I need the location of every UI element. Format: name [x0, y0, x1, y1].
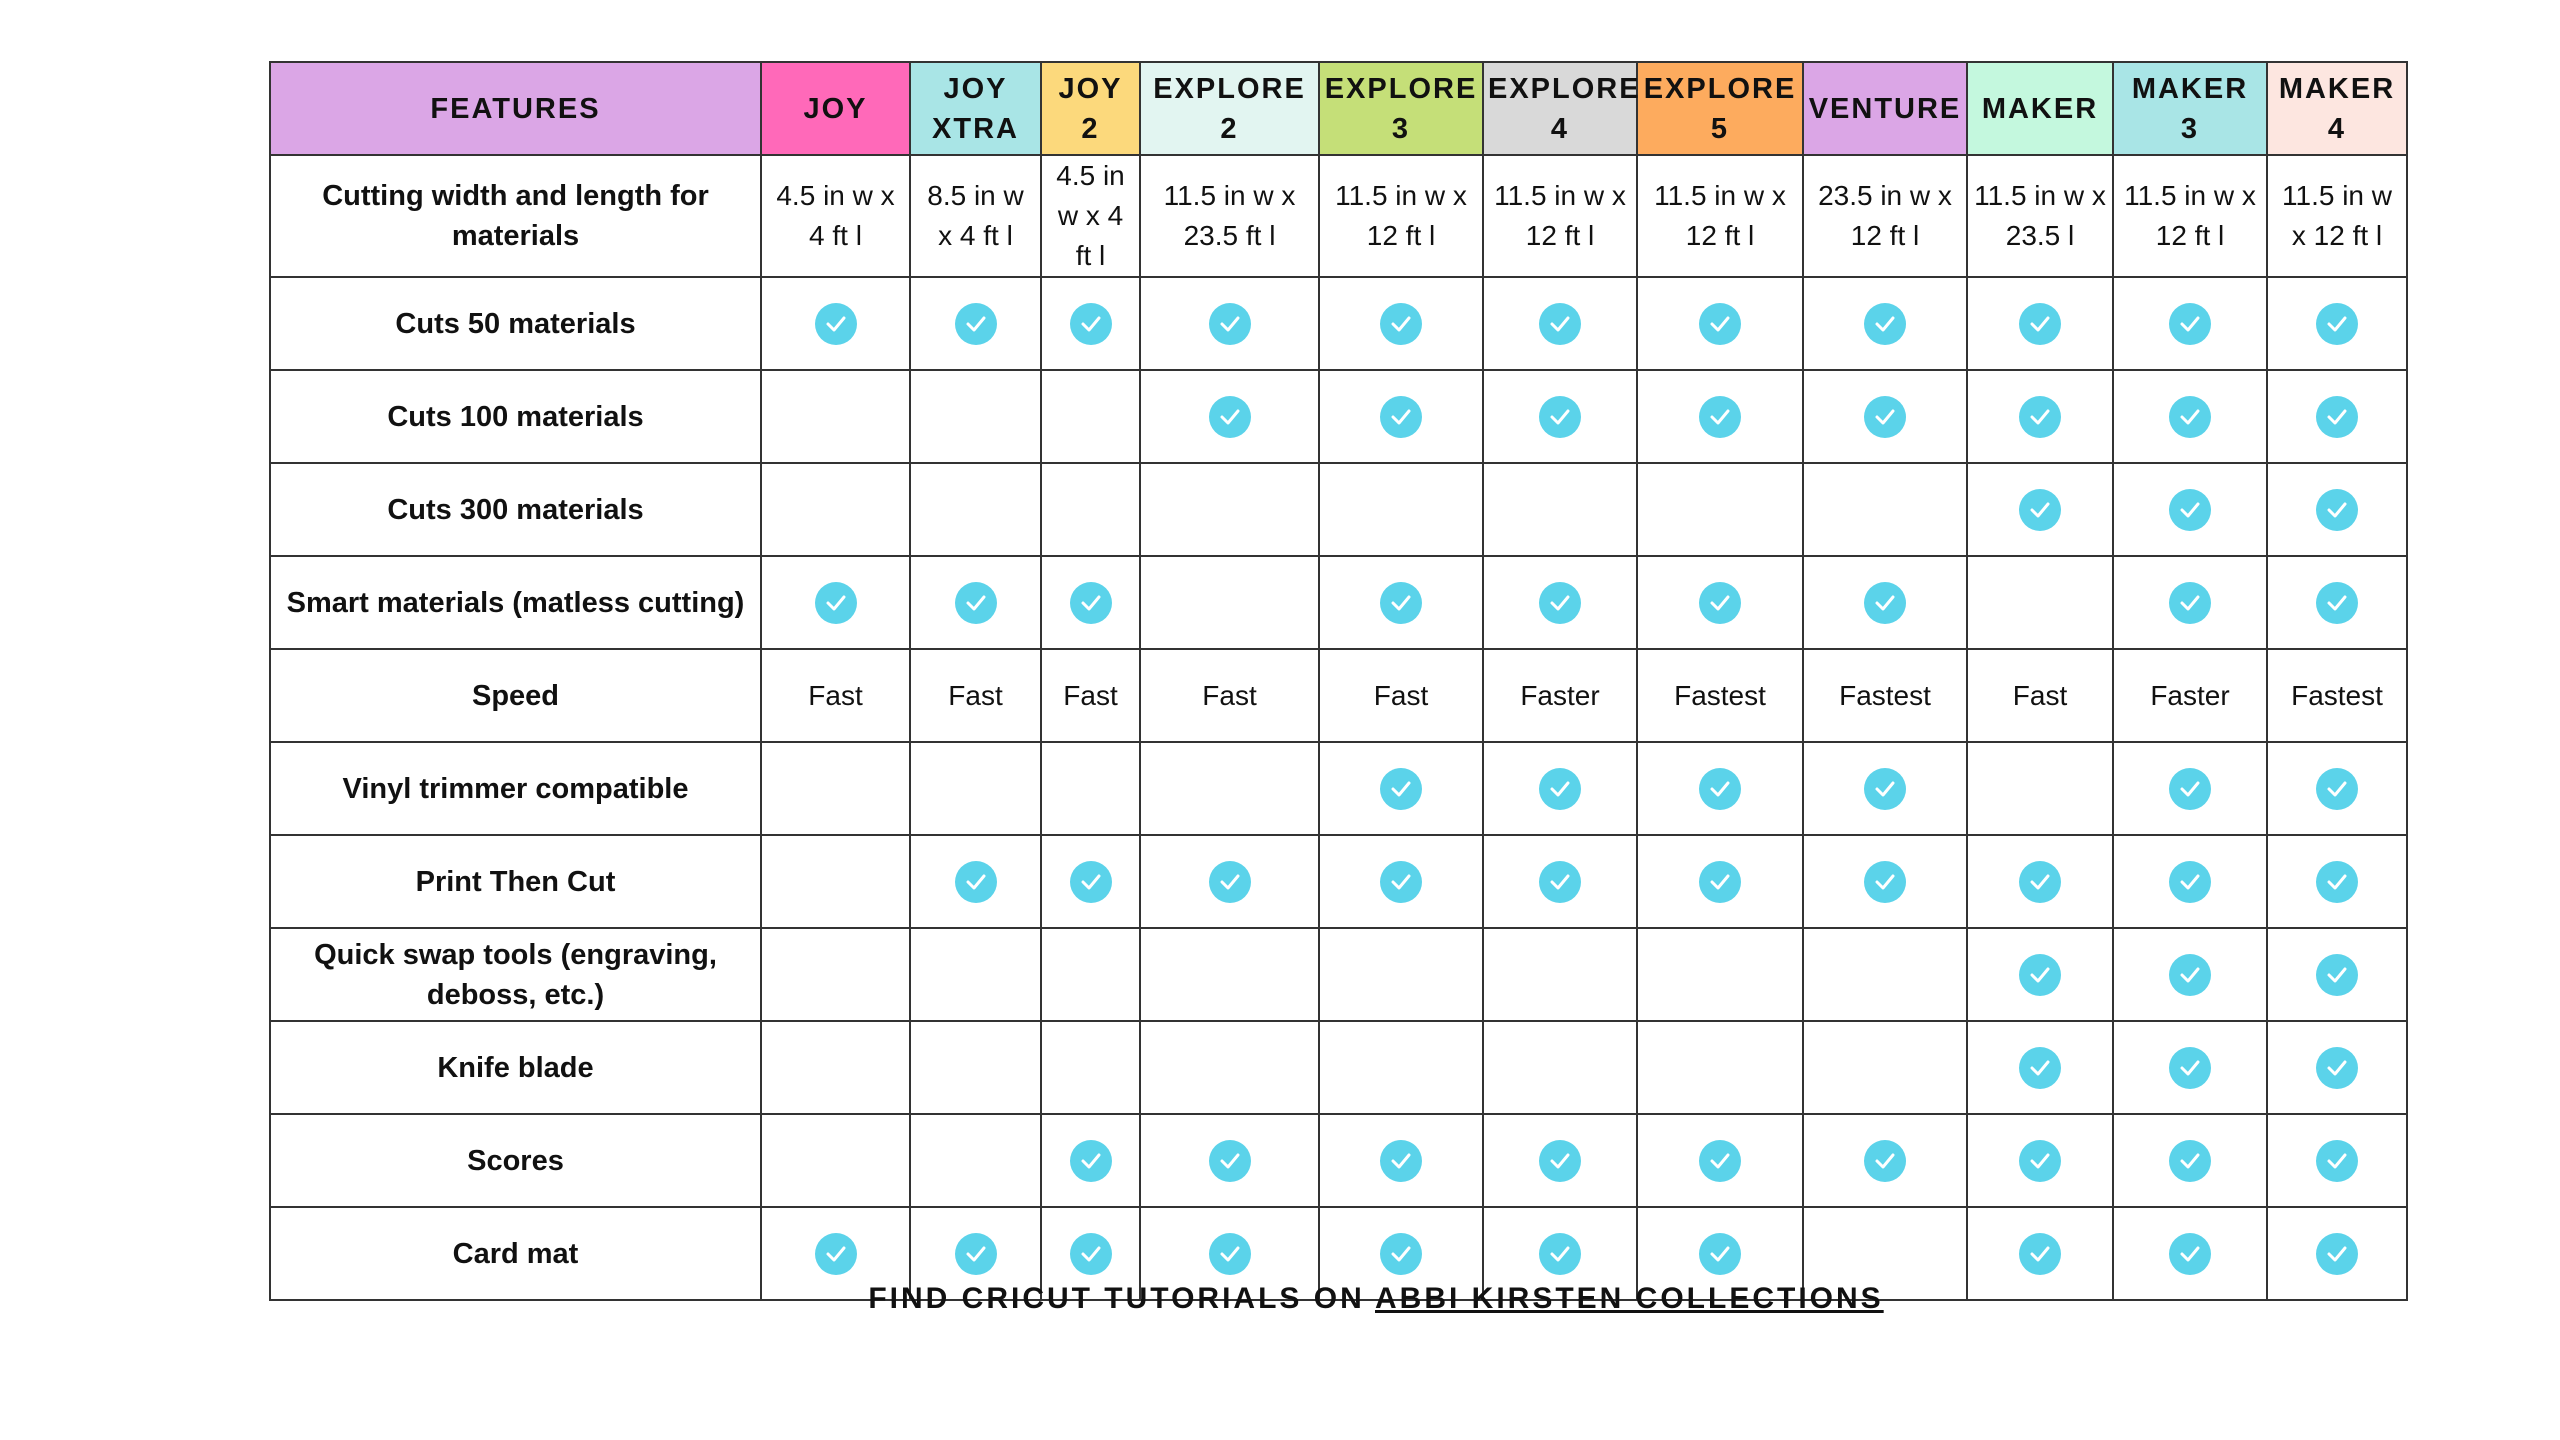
cell-explore-5	[1637, 277, 1803, 370]
cell-venture	[1803, 928, 1967, 1021]
cell-value: 11.5 in w x 23.5 l	[1974, 180, 2106, 251]
cell-value: 4.5 in w x 4 ft l	[1056, 160, 1125, 271]
cell-explore-3	[1319, 742, 1483, 835]
check-icon	[2169, 396, 2211, 438]
cell-maker-3	[2113, 1114, 2267, 1207]
check-icon	[2019, 396, 2061, 438]
check-icon	[2169, 768, 2211, 810]
feature-label: Card mat	[270, 1207, 761, 1300]
feature-label: Cuts 100 materials	[270, 370, 761, 463]
cell-value: 23.5 in w x 12 ft l	[1818, 180, 1952, 251]
cell-explore-4	[1483, 463, 1637, 556]
check-icon	[1699, 1233, 1741, 1275]
check-icon	[1864, 582, 1906, 624]
cell-joy-xtra	[910, 556, 1041, 649]
table-row	[270, 1021, 2407, 1114]
cell-explore-2	[1140, 155, 1319, 277]
cell-explore-3	[1319, 556, 1483, 649]
cell-venture	[1803, 1021, 1967, 1114]
cell-value: Fast	[1202, 679, 1257, 711]
check-icon	[1864, 396, 1906, 438]
cell-explore-2	[1140, 742, 1319, 835]
cell-explore-5	[1637, 928, 1803, 1021]
cell-joy-2	[1041, 277, 1140, 370]
cell-maker-3	[2113, 928, 2267, 1021]
cell-explore-5	[1637, 556, 1803, 649]
check-icon	[815, 1233, 857, 1275]
model-header-joy: JOY	[761, 62, 910, 155]
cell-value: 11.5 in w x 23.5 ft l	[1163, 180, 1296, 251]
check-icon	[1070, 303, 1112, 345]
table-body	[270, 155, 2407, 1300]
check-icon	[1209, 861, 1251, 903]
footer-text: FIND CRICUT TUTORIALS ON	[868, 1282, 1365, 1315]
cell-value: 11.5 in w x 12 ft l	[1654, 180, 1786, 251]
cell-maker-4	[2267, 370, 2407, 463]
cell-explore-2	[1140, 1021, 1319, 1114]
check-icon	[1380, 303, 1422, 345]
check-icon	[1539, 768, 1581, 810]
cell-explore-5	[1637, 649, 1803, 742]
check-icon	[1380, 1233, 1422, 1275]
cell-joy-xtra	[910, 928, 1041, 1021]
check-icon	[2019, 489, 2061, 531]
cell-joy-2	[1041, 649, 1140, 742]
cell-joy-2	[1041, 1114, 1140, 1207]
cell-venture	[1803, 649, 1967, 742]
check-icon	[1699, 861, 1741, 903]
model-header-joy-xtra: JOY XTRA	[910, 62, 1041, 155]
cell-joy-xtra	[910, 835, 1041, 928]
check-icon	[1699, 396, 1741, 438]
check-icon	[2316, 1233, 2358, 1275]
cell-maker	[1967, 155, 2113, 277]
check-icon	[2019, 1047, 2061, 1089]
cell-maker	[1967, 1114, 2113, 1207]
cell-value: Faster	[1520, 679, 1600, 711]
cell-joy	[761, 835, 910, 928]
check-icon	[2316, 768, 2358, 810]
cell-maker	[1967, 277, 2113, 370]
table-row	[270, 556, 2407, 649]
check-icon	[1539, 1233, 1581, 1275]
cell-venture	[1803, 742, 1967, 835]
check-icon	[2019, 1140, 2061, 1182]
cell-joy	[761, 1114, 910, 1207]
model-header-maker: MAKER	[1967, 62, 2113, 155]
cell-explore-2	[1140, 370, 1319, 463]
cell-maker	[1967, 742, 2113, 835]
model-header-maker-4: MAKER 4	[2267, 62, 2407, 155]
cell-value: Fast	[808, 679, 863, 711]
cell-explore-3	[1319, 370, 1483, 463]
cell-maker-3	[2113, 463, 2267, 556]
cell-explore-4	[1483, 1021, 1637, 1114]
check-icon	[1699, 1140, 1741, 1182]
cell-joy-2	[1041, 742, 1140, 835]
model-header-explore-3: EXPLORE 3	[1319, 62, 1483, 155]
cell-explore-2	[1140, 835, 1319, 928]
check-icon	[955, 582, 997, 624]
feature-label: Smart materials (matless cutting)	[270, 556, 761, 649]
cell-venture	[1803, 370, 1967, 463]
feature-label: Print Then Cut	[270, 835, 761, 928]
check-icon	[1209, 396, 1251, 438]
table-row	[270, 370, 2407, 463]
table-row	[270, 463, 2407, 556]
cell-joy	[761, 742, 910, 835]
model-header-maker-3: MAKER 3	[2113, 62, 2267, 155]
cell-maker-4	[2267, 649, 2407, 742]
cell-maker-3	[2113, 556, 2267, 649]
check-icon	[1070, 861, 1112, 903]
model-header-venture: VENTURE	[1803, 62, 1967, 155]
check-icon	[2169, 1233, 2211, 1275]
check-icon	[2169, 1047, 2211, 1089]
cell-explore-2	[1140, 556, 1319, 649]
check-icon	[1864, 768, 1906, 810]
cell-joy	[761, 649, 910, 742]
check-icon	[1699, 768, 1741, 810]
cell-explore-4	[1483, 1114, 1637, 1207]
cell-explore-5	[1637, 1021, 1803, 1114]
check-icon	[955, 861, 997, 903]
cell-explore-3	[1319, 928, 1483, 1021]
model-header-joy-2: JOY 2	[1041, 62, 1140, 155]
cell-venture	[1803, 463, 1967, 556]
cell-joy	[761, 370, 910, 463]
model-header-explore-2: EXPLORE 2	[1140, 62, 1319, 155]
feature-label: Cuts 50 materials	[270, 277, 761, 370]
cell-maker-4	[2267, 155, 2407, 277]
check-icon	[2316, 1140, 2358, 1182]
cell-joy-2	[1041, 835, 1140, 928]
table-row	[270, 742, 2407, 835]
cell-joy	[761, 556, 910, 649]
cell-explore-3	[1319, 1114, 1483, 1207]
cell-joy-2	[1041, 463, 1140, 556]
cell-explore-5	[1637, 835, 1803, 928]
cell-maker-4	[2267, 277, 2407, 370]
cell-joy	[761, 277, 910, 370]
cell-explore-3	[1319, 649, 1483, 742]
check-icon	[1070, 1140, 1112, 1182]
cell-maker-4	[2267, 1021, 2407, 1114]
check-icon	[1864, 1140, 1906, 1182]
cell-value: 11.5 in w x 12 ft l	[1494, 180, 1626, 251]
check-icon	[2169, 954, 2211, 996]
cell-joy-xtra	[910, 155, 1041, 277]
cell-maker-3	[2113, 277, 2267, 370]
cell-maker-3	[2113, 155, 2267, 277]
cell-maker	[1967, 1021, 2113, 1114]
cell-explore-4	[1483, 928, 1637, 1021]
check-icon	[2169, 582, 2211, 624]
cell-joy-xtra	[910, 370, 1041, 463]
cell-value: Fast	[2012, 679, 2068, 711]
cell-maker-4	[2267, 556, 2407, 649]
check-icon	[1699, 303, 1741, 345]
cell-value: 11.5 in w x 12 ft l	[2282, 180, 2392, 251]
footer-link[interactable]: ABBI KIRSTEN COLLECTIONS	[1375, 1282, 1884, 1315]
cell-joy-xtra	[910, 649, 1041, 742]
check-icon	[1380, 582, 1422, 624]
cell-venture	[1803, 155, 1967, 277]
check-icon	[1864, 861, 1906, 903]
check-icon	[2316, 396, 2358, 438]
cell-explore-2	[1140, 463, 1319, 556]
check-icon	[1209, 303, 1251, 345]
cell-maker-4	[2267, 928, 2407, 1021]
cell-value: 11.5 in w x 12 ft l	[1335, 180, 1467, 251]
check-icon	[2019, 954, 2061, 996]
check-icon	[1539, 303, 1581, 345]
cell-explore-2	[1140, 1114, 1319, 1207]
cell-explore-2	[1140, 928, 1319, 1021]
cell-joy-2	[1041, 928, 1140, 1021]
cell-joy-xtra	[910, 277, 1041, 370]
cell-explore-4	[1483, 742, 1637, 835]
feature-label: Vinyl trimmer compatible	[270, 742, 761, 835]
cell-joy-2	[1041, 370, 1140, 463]
cell-explore-3	[1319, 277, 1483, 370]
cell-explore-5	[1637, 742, 1803, 835]
cell-value: Fast	[1373, 679, 1429, 711]
cell-joy	[761, 928, 910, 1021]
cell-value: Fastest	[2291, 679, 2383, 711]
cell-explore-3	[1319, 155, 1483, 277]
check-icon	[1070, 1233, 1112, 1275]
cell-joy-xtra	[910, 742, 1041, 835]
table-row	[270, 155, 2407, 277]
cell-joy-xtra	[910, 1114, 1041, 1207]
check-icon	[2019, 1233, 2061, 1275]
cell-explore-3	[1319, 463, 1483, 556]
check-icon	[1539, 861, 1581, 903]
cell-venture	[1803, 835, 1967, 928]
check-icon	[1380, 396, 1422, 438]
comparison-table	[269, 61, 2408, 1301]
check-icon	[2316, 1047, 2358, 1089]
cell-value: 4.5 in w x 4 ft l	[776, 180, 895, 251]
cell-maker	[1967, 649, 2113, 742]
check-icon	[1539, 396, 1581, 438]
cell-maker-4	[2267, 742, 2407, 835]
cell-explore-4	[1483, 370, 1637, 463]
check-icon	[1070, 582, 1112, 624]
cell-value: Fast	[1063, 679, 1118, 711]
cell-maker-4	[2267, 835, 2407, 928]
check-icon	[2316, 582, 2358, 624]
cell-venture	[1803, 277, 1967, 370]
cell-maker	[1967, 556, 2113, 649]
footer	[0, 1282, 2560, 1316]
check-icon	[1864, 303, 1906, 345]
check-icon	[2316, 489, 2358, 531]
check-icon	[1209, 1233, 1251, 1275]
cell-value: 11.5 in w x 12 ft l	[2124, 180, 2256, 251]
cell-explore-4	[1483, 649, 1637, 742]
cell-explore-4	[1483, 835, 1637, 928]
check-icon	[1380, 861, 1422, 903]
feature-label: Scores	[270, 1114, 761, 1207]
table-row	[270, 835, 2407, 928]
check-icon	[1699, 582, 1741, 624]
feature-label: Cutting width and length for materials	[270, 155, 761, 277]
check-icon	[1209, 1140, 1251, 1182]
cell-maker	[1967, 835, 2113, 928]
header-row	[270, 62, 2407, 155]
check-icon	[2169, 303, 2211, 345]
cell-maker-3	[2113, 835, 2267, 928]
cell-maker	[1967, 928, 2113, 1021]
cell-maker	[1967, 463, 2113, 556]
check-icon	[2316, 861, 2358, 903]
cell-joy	[761, 1021, 910, 1114]
table-row	[270, 649, 2407, 742]
cell-explore-2	[1140, 277, 1319, 370]
cell-value: Fastest	[1839, 679, 1931, 711]
model-header-explore-4: EXPLORE 4	[1483, 62, 1637, 155]
cell-maker-3	[2113, 370, 2267, 463]
feature-label: Cuts 300 materials	[270, 463, 761, 556]
cell-maker-4	[2267, 463, 2407, 556]
feature-label: Knife blade	[270, 1021, 761, 1114]
cell-explore-3	[1319, 835, 1483, 928]
check-icon	[2316, 303, 2358, 345]
cell-maker-4	[2267, 1114, 2407, 1207]
cell-value: Fastest	[1674, 679, 1766, 711]
model-header-explore-5: EXPLORE 5	[1637, 62, 1803, 155]
cell-joy-xtra	[910, 1021, 1041, 1114]
cell-explore-5	[1637, 155, 1803, 277]
table-row	[270, 1114, 2407, 1207]
cell-joy	[761, 463, 910, 556]
cell-maker-3	[2113, 649, 2267, 742]
feature-label: Quick swap tools (engraving, deboss, etc.)	[270, 928, 761, 1021]
cell-explore-3	[1319, 1021, 1483, 1114]
check-icon	[815, 582, 857, 624]
cell-joy-2	[1041, 556, 1140, 649]
check-icon	[2169, 489, 2211, 531]
table-row	[270, 277, 2407, 370]
cell-joy-xtra	[910, 463, 1041, 556]
cell-explore-4	[1483, 155, 1637, 277]
check-icon	[955, 1233, 997, 1275]
cell-joy-2	[1041, 1021, 1140, 1114]
cell-maker-3	[2113, 742, 2267, 835]
check-icon	[1380, 768, 1422, 810]
cell-value: Faster	[2150, 679, 2230, 711]
check-icon	[2019, 861, 2061, 903]
cell-explore-4	[1483, 556, 1637, 649]
cell-venture	[1803, 556, 1967, 649]
cell-value: Fast	[948, 679, 1003, 711]
cell-venture	[1803, 1114, 1967, 1207]
features-header: FEATURES	[270, 62, 761, 155]
cell-maker	[1967, 370, 2113, 463]
cell-explore-5	[1637, 370, 1803, 463]
cell-explore-2	[1140, 649, 1319, 742]
cell-joy-2	[1041, 155, 1140, 277]
check-icon	[1539, 1140, 1581, 1182]
check-icon	[2169, 1140, 2211, 1182]
check-icon	[2169, 861, 2211, 903]
feature-label: Speed	[270, 649, 761, 742]
check-icon	[1380, 1140, 1422, 1182]
check-icon	[815, 303, 857, 345]
table-row	[270, 928, 2407, 1021]
check-icon	[1539, 582, 1581, 624]
cell-joy	[761, 155, 910, 277]
check-icon	[2316, 954, 2358, 996]
cell-explore-4	[1483, 277, 1637, 370]
check-icon	[2019, 303, 2061, 345]
cell-value: 8.5 in w x 4 ft l	[927, 180, 1024, 251]
cell-explore-5	[1637, 463, 1803, 556]
check-icon	[955, 303, 997, 345]
cell-maker-3	[2113, 1021, 2267, 1114]
cell-explore-5	[1637, 1114, 1803, 1207]
